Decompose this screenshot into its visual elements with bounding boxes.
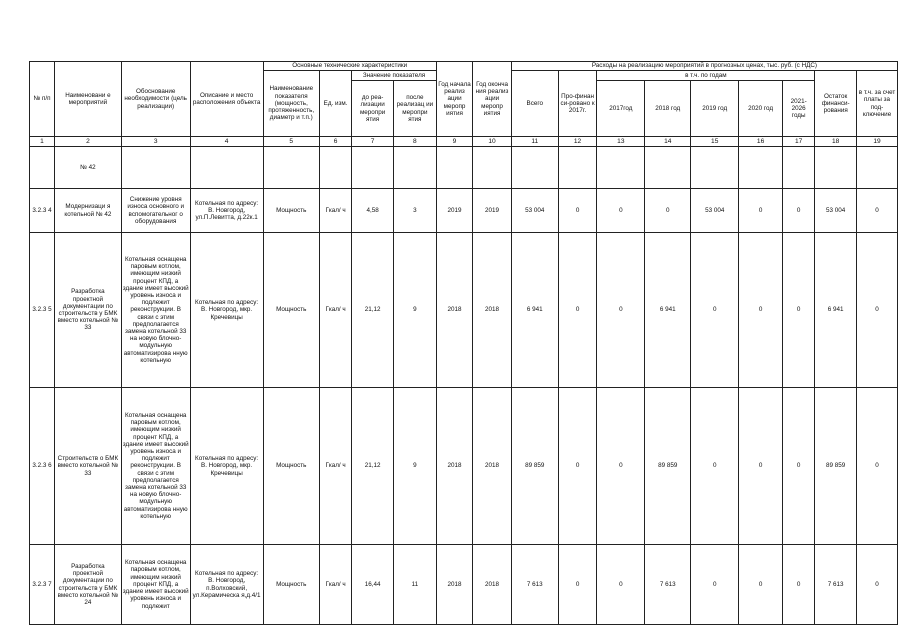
row-unit: Гкал/ ч	[319, 233, 351, 388]
row-num: 3.2.3 6	[30, 388, 55, 545]
column-number: 16	[739, 137, 783, 147]
row-y2019: 0	[691, 545, 739, 625]
row-prefinanced: 0	[558, 388, 597, 545]
row-year-start: 2018	[436, 388, 473, 545]
column-number: 6	[319, 137, 351, 147]
row-indicator: Мощность	[263, 189, 319, 233]
row-after: 11	[393, 545, 436, 625]
header-year-end: Год оконча ния реализ ации меропр иятия	[473, 62, 512, 137]
row-unit: Гкал/ ч	[319, 189, 351, 233]
header-y2017: 2017год	[597, 81, 645, 137]
row-y2020: 0	[739, 233, 783, 388]
table-row	[30, 545, 898, 625]
row-location: Котельная по адресу: В. Новгород, ул.П.Левитта, д.22к.1	[190, 189, 263, 233]
row-incl-fee: 0	[857, 388, 898, 545]
column-number: 9	[436, 137, 473, 147]
column-number: 10	[473, 137, 512, 147]
header-expenses-group: Расходы на реализацию мероприятий в прогнозных ценах, тыс. руб. (с НДС)	[511, 62, 897, 71]
column-number: 4	[190, 137, 263, 147]
row-total: 89 859	[511, 388, 558, 545]
investment-program-table	[29, 61, 898, 625]
table-row	[30, 189, 898, 233]
row-year-end: 2018	[473, 233, 512, 388]
row-before: 21,12	[352, 233, 394, 388]
row-reason: Котельная оснащена паровым котлом, имеющим низкий процент КПД, а здание имеет высокий уровень износа и подлежит реконструкции. В связи с этим предполагается замена котельной 33 на новую блочно-модульную автоматизирова нную котельную	[121, 233, 190, 388]
row-y2019: 0	[691, 233, 739, 388]
row-location: Котельная по адресу: В. Новгород, п.Волховский, ул.Керамическа я,д.4/1	[190, 545, 263, 625]
row-prefinanced: 0	[558, 189, 597, 233]
row-name: Строительств о БМК вместо котельной № 33	[55, 388, 122, 545]
header-total: Всего	[511, 71, 558, 137]
header-y2018: 2018 год	[645, 81, 691, 137]
column-number: 1	[30, 137, 55, 147]
row-y2021: 0	[782, 233, 814, 388]
row-indicator: Мощность	[263, 388, 319, 545]
row-name: Модернизаци я котельной № 42	[55, 189, 122, 233]
header-location: Описание и место расположения объекта	[190, 62, 263, 137]
row-incl-fee: 0	[857, 545, 898, 625]
row-remainder: 53 004	[815, 189, 857, 233]
header-y2021: 2021-2026 годы	[782, 81, 814, 137]
row-y2017: 0	[597, 388, 645, 545]
row-y2020: 0	[739, 388, 783, 545]
header-remainder: Остаток финанси-рования	[815, 71, 857, 137]
row-year-start: 2018	[436, 545, 473, 625]
row-y2018: 89 859	[645, 388, 691, 545]
row-name: № 42	[55, 147, 122, 189]
header-year-start: Год начала реализ ации меропр иятия	[436, 62, 473, 137]
row-remainder: 89 859	[815, 388, 857, 545]
row-num: 3.2.3 4	[30, 189, 55, 233]
column-number: 8	[393, 137, 436, 147]
row-prefinanced: 0	[558, 233, 597, 388]
table-row-carry	[30, 147, 898, 189]
row-y2020: 0	[739, 545, 783, 625]
row-name: Разработка проектной документации по строительств у БМК вместо котельной № 24	[55, 545, 122, 625]
column-number: 2	[55, 137, 122, 147]
row-before: 4,58	[352, 189, 394, 233]
row-y2017: 0	[597, 189, 645, 233]
row-incl-fee: 0	[857, 233, 898, 388]
row-y2018: 6 941	[645, 233, 691, 388]
row-after: 9	[393, 388, 436, 545]
column-number: 7	[352, 137, 394, 147]
row-y2018: 7 613	[645, 545, 691, 625]
row-prefinanced: 0	[558, 545, 597, 625]
row-after: 9	[393, 233, 436, 388]
row-y2021: 0	[782, 545, 814, 625]
row-year-end: 2018	[473, 545, 512, 625]
row-y2018: 0	[645, 189, 691, 233]
header-incl-fee: в т.ч. за счет платы за под-ключение	[857, 71, 898, 137]
row-total: 6 941	[511, 233, 558, 388]
row-y2019: 0	[691, 388, 739, 545]
row-year-start: 2019	[436, 189, 473, 233]
row-after: 3	[393, 189, 436, 233]
row-unit: Гкал/ ч	[319, 388, 351, 545]
column-number: 13	[597, 137, 645, 147]
row-y2020: 0	[739, 189, 783, 233]
row-year-end: 2019	[473, 189, 512, 233]
header-after: после реализац ии меропри ятия	[393, 81, 436, 137]
header-y2020: 2020 год	[739, 81, 783, 137]
row-reason: Снижение уровня износа основного и вспомогательног о оборудования	[121, 189, 190, 233]
header-indicator-name: Наименование показателя (мощность, протяженность, диаметр и т.п.)	[263, 71, 319, 137]
column-number: 18	[815, 137, 857, 147]
row-total: 53 004	[511, 189, 558, 233]
row-indicator: Мощность	[263, 233, 319, 388]
table-row	[30, 233, 898, 388]
row-year-end: 2018	[473, 388, 512, 545]
column-number: 15	[691, 137, 739, 147]
row-indicator: Мощность	[263, 545, 319, 625]
row-remainder: 7 613	[815, 545, 857, 625]
column-number: 5	[263, 137, 319, 147]
row-year-start: 2018	[436, 233, 473, 388]
header-tech-group: Основные технические характеристики	[263, 62, 436, 71]
row-reason: Котельная оснащена паровым котлом, имеющим низкий процент КПД, а здание имеет высокий уровень износа и подлежит реконструкции. В связи с этим предполагается замена котельной 33 на новую блочно-модульную автоматизирова нную котельную	[121, 388, 190, 545]
header-prefinanced: Про-финан си-ровано к 2017г.	[558, 71, 597, 137]
row-y2021: 0	[782, 189, 814, 233]
header-name: Наименовани е мероприятий	[55, 62, 122, 137]
row-y2021: 0	[782, 388, 814, 545]
header-y2019: 2019 год	[691, 81, 739, 137]
table-row	[30, 388, 898, 545]
row-y2019: 53 004	[691, 189, 739, 233]
column-number: 19	[857, 137, 898, 147]
row-location: Котельная по адресу: В. Новгород, мкр. Кречевицы	[190, 233, 263, 388]
column-number: 12	[558, 137, 597, 147]
row-reason: Котельная оснащена паровым котлом, имеющим низкий процент КПД, а здание имеет высокий уровень износа и подлежит	[121, 545, 190, 625]
header-reason: Обоснование необходимости (цель реализации)	[121, 62, 190, 137]
column-number: 11	[511, 137, 558, 147]
row-y2017: 0	[597, 545, 645, 625]
column-number: 17	[782, 137, 814, 147]
header-before: до реа-лизации меропри ятия	[352, 81, 394, 137]
header-by-years-group: в т.ч. по годам	[597, 71, 815, 81]
row-unit: Гкал/ ч	[319, 545, 351, 625]
row-num: 3.2.3 7	[30, 545, 55, 625]
row-remainder: 6 941	[815, 233, 857, 388]
row-before: 16,44	[352, 545, 394, 625]
row-total: 7 613	[511, 545, 558, 625]
column-number: 14	[645, 137, 691, 147]
column-number: 3	[121, 137, 190, 147]
row-before: 21,12	[352, 388, 394, 545]
row-num: 3.2.3 5	[30, 233, 55, 388]
row-location: Котельная по адресу: В. Новгород, мкр. Кречевицы	[190, 388, 263, 545]
row-name: Разработка проектной документации по строительств у БМК вместо котельной № 33	[55, 233, 122, 388]
header-indicator-value-group: Значение показателя	[352, 71, 437, 81]
row-y2017: 0	[597, 233, 645, 388]
row-incl-fee: 0	[857, 189, 898, 233]
header-num: № п/п	[30, 62, 55, 137]
header-unit: Ед. изм.	[319, 71, 351, 137]
